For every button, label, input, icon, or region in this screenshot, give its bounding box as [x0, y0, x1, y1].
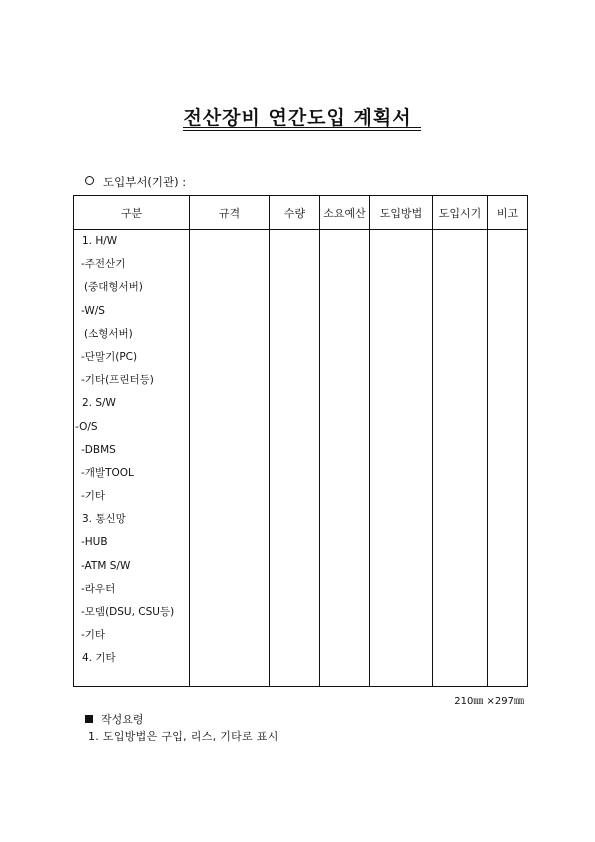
- department-line: [85, 174, 186, 190]
- title-underline: [183, 127, 421, 128]
- list-item: -단말기(PC): [81, 350, 138, 363]
- category-column: [74, 230, 190, 687]
- plan-table: [73, 195, 528, 687]
- document-title: 전산장비 연간도입 계획서: [183, 107, 412, 129]
- list-item: -기타(프린터등): [81, 374, 154, 387]
- timing-cell[interactable]: [433, 230, 488, 687]
- header-spec: 규격: [190, 196, 270, 230]
- list-item: -라우터: [81, 582, 116, 595]
- list-item: -HUB: [81, 536, 108, 549]
- budget-cell[interactable]: [320, 230, 370, 687]
- spec-cell[interactable]: [190, 230, 270, 687]
- table-body-row: [74, 230, 528, 687]
- paper-size-note: 210㎜ ×297㎜: [454, 696, 524, 707]
- quantity-cell[interactable]: [270, 230, 320, 687]
- list-item: -기타: [81, 629, 106, 642]
- list-item: -주전산기: [81, 258, 126, 271]
- header-timing: 도입시기: [433, 196, 488, 230]
- list-item: -W/S: [81, 304, 105, 317]
- header-category: 구분: [74, 196, 190, 230]
- list-item: -모뎀(DSU, CSU등): [81, 606, 175, 618]
- list-item: -개발TOOL: [81, 466, 134, 479]
- guide-item: 1. 도입방법은 구입, 리스, 기타로 표시: [88, 730, 279, 743]
- list-item: 3. 통신망: [82, 513, 126, 526]
- list-item: 1. H/W: [82, 235, 118, 247]
- header-method: 도입방법: [370, 196, 433, 230]
- guide-heading-line: [85, 711, 144, 727]
- list-item: 4. 기타: [82, 652, 116, 665]
- list-item: -ATM S/W: [81, 559, 131, 572]
- guide-heading: 작성요령: [101, 713, 144, 726]
- list-item: -DBMS: [81, 443, 116, 456]
- header-quantity: 수량: [270, 196, 320, 230]
- list-item: 2. S/W: [82, 397, 116, 410]
- header-budget: 소요예산: [320, 196, 370, 230]
- table-header-row: [74, 196, 528, 230]
- list-item: (중대형서버): [84, 281, 143, 294]
- method-cell[interactable]: [370, 230, 433, 687]
- circle-bullet-icon: [85, 176, 94, 185]
- list-item: -O/S: [75, 420, 98, 433]
- title-underline-double: [183, 130, 421, 131]
- list-item: -기타: [81, 490, 106, 503]
- remarks-cell[interactable]: [488, 230, 528, 687]
- square-bullet-icon: [85, 715, 93, 723]
- department-label: 도입부서(기관) :: [103, 175, 187, 189]
- list-item: (소형서버): [84, 327, 133, 340]
- header-remarks: 비고: [488, 196, 528, 230]
